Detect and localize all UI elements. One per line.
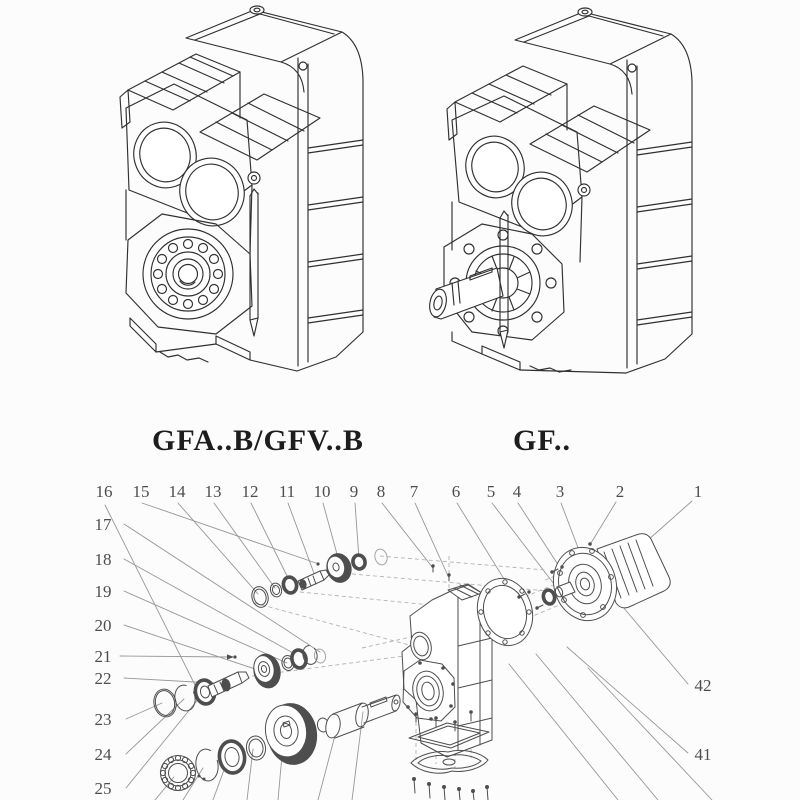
- bearing: [282, 576, 299, 595]
- callout-42: 42: [694, 676, 712, 695]
- callout-19: 19: [94, 582, 112, 601]
- motor-part: [545, 534, 670, 628]
- output-shaft-assembly: [160, 694, 401, 790]
- shaft-key: [370, 697, 387, 707]
- bearing: [290, 649, 307, 670]
- callout-23: 23: [94, 710, 112, 729]
- callout-4: 4: [512, 482, 522, 501]
- washer: [351, 554, 366, 571]
- callout-17: 17: [94, 515, 112, 534]
- callout-6: 6: [451, 482, 461, 501]
- gearbox-left-drawing: [120, 6, 363, 371]
- oil-plug: [578, 8, 592, 16]
- callout-8: 8: [376, 482, 386, 501]
- circlip: [173, 683, 198, 713]
- callout-5: 5: [486, 482, 496, 501]
- callout-9: 9: [349, 482, 359, 501]
- input-shaft-assembly: [250, 548, 389, 609]
- callout-18: 18: [94, 550, 112, 569]
- dowel-pin: [233, 655, 236, 658]
- gearbox-right-drawing: [427, 8, 692, 373]
- callout-24: 24: [94, 745, 112, 764]
- model-label-right: GF..: [513, 424, 571, 457]
- callout-11: 11: [278, 482, 296, 501]
- callout-15: 15: [132, 482, 150, 501]
- callout-25: 25: [94, 779, 112, 798]
- callout-21: 21: [94, 647, 112, 666]
- bolt-hole: [628, 64, 636, 72]
- model-label-left: GFA..B/GFV..B: [152, 424, 364, 457]
- callout-13: 13: [204, 482, 222, 501]
- washer: [269, 582, 283, 598]
- callout-20: 20: [94, 616, 112, 635]
- callout-7: 7: [409, 482, 419, 501]
- callout-2: 2: [615, 482, 625, 501]
- housing-bolts: [412, 777, 489, 800]
- oil-seal: [217, 739, 246, 774]
- oil-plug: [250, 6, 264, 14]
- callout-1: 1: [693, 482, 703, 501]
- callout-16: 16: [95, 482, 113, 501]
- callout-41: 41: [694, 745, 712, 764]
- bolt-hole: [299, 62, 307, 70]
- exploded-view: [95, 482, 713, 800]
- callout-3: 3: [555, 482, 565, 501]
- callout-12: 12: [241, 482, 259, 501]
- callout-10: 10: [313, 482, 331, 501]
- motor-bearing: [542, 589, 556, 605]
- circlip: [194, 748, 220, 783]
- callout-14: 14: [168, 482, 186, 501]
- callout-22: 22: [94, 669, 112, 688]
